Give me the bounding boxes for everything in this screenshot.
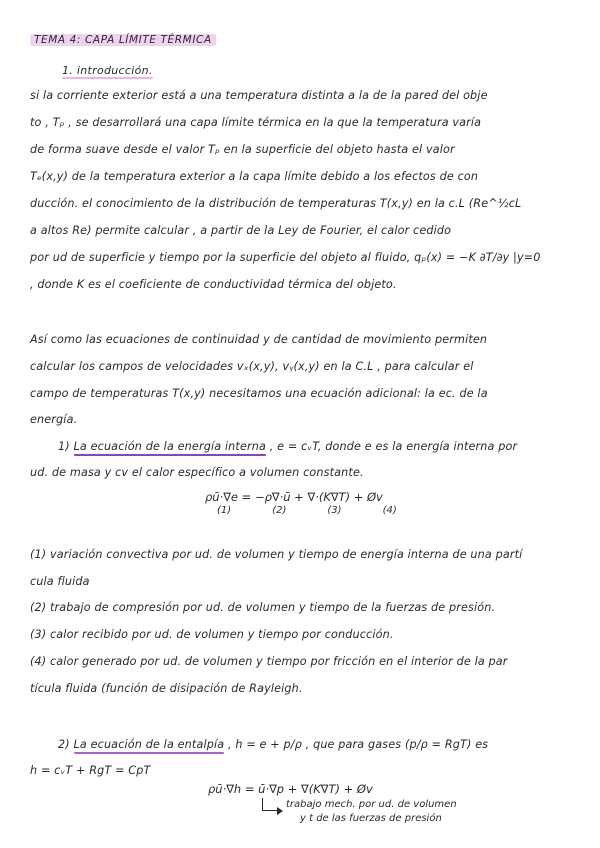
energy-section-line (58, 440, 578, 454)
intro-line-4: Tₑ(x,y) de la temperatura exterior a la capa límite debido a los efectos de con (30, 170, 479, 183)
intro-line-1: si la corriente exterior está a una temperatura distinta a la de la pared del obje (30, 89, 488, 102)
energy-equation-labels (217, 505, 397, 516)
eq-label-4: (4) (382, 505, 397, 516)
energy-section-rest: , e = cᵥT, donde e es la energía interna por (269, 440, 518, 453)
heading-underline (62, 77, 153, 79)
intro-line-7: por ud de superficie y tiempo por la superficie del objeto al fluido, qₚ(x) = −K ∂T/∂y |y=0 (30, 251, 541, 264)
para2-line-4: energía. (30, 413, 78, 426)
section-intro-heading (62, 64, 153, 77)
term-line-1: (1) variación convectiva por ud. de volumen y tiempo de energía interna de una partí (30, 548, 523, 561)
para2-line-2: calcular los campos de velocidades vₓ(x,y), vᵧ(x,y) en la C.L , para calcular el (30, 360, 474, 373)
para2-line-3: campo de temperaturas T(x,y) necesitamos una ecuación adicional: la ec. de la (30, 387, 488, 400)
term-line-6: tícula fluida (función de disipación de Rayleigh. (30, 682, 303, 695)
intro-line-6: a altos Re) permite calcular , a partir de la Ley de Fourier, el calor cedido (30, 224, 452, 237)
term-line-5: (4) calor generado por ud. de volumen y tiempo por fricción en el interior de la par (30, 655, 508, 668)
enthalpy-section-rest: , h = e + p/ρ , que para gases (p/ρ = RgT) es (227, 738, 489, 751)
enthalpy-section-line (58, 738, 578, 752)
eq-label-2: (2) (272, 505, 287, 516)
energy-section-line-2: ud. de masa y cv el calor específico a volumen constante. (30, 466, 364, 479)
eq-label-1: (1) (217, 505, 232, 516)
enthalpy-equation: ρū·∇h = ū·∇p + ∇(K∇T) + Øv (208, 782, 373, 796)
section-intro-label: 1. introducción. (62, 64, 153, 77)
enthalpy-note-2: y t de las fuerzas de presión (300, 813, 442, 824)
intro-line-8: , donde K es el coeficiente de conductividad térmica del objeto. (30, 278, 397, 291)
enthalpy-section-line-2: h = cᵥT + RgT = CpT (30, 764, 151, 777)
enthalpy-section-heading: La ecuación de la entalpía (73, 738, 225, 751)
term-line-4: (3) calor recibido por ud. de volumen y tiempo por conducción. (30, 628, 394, 641)
energy-equation: ρū·∇e = −ρ∇·ū + ∇·(K∇T) + Øv (205, 490, 383, 504)
term-line-2: cula fluida (30, 575, 90, 588)
term-line-3: (2) trabajo de compresión por ud. de volumen y tiempo de la fuerzas de presión. (30, 601, 496, 614)
energy-section-heading: La ecuación de la energía interna (73, 440, 266, 453)
intro-line-3: de forma suave desde el valor Tₚ en la superficie del objeto hasta el valor (30, 143, 455, 156)
eq-label-3: (3) (327, 505, 342, 516)
enthalpy-note-1: trabajo mech. por ud. de volumen (286, 799, 457, 810)
arrow-icon (262, 798, 277, 811)
enthalpy-section-number: 2) (58, 738, 70, 751)
para2-line-1: Así como las ecuaciones de continuidad y de cantidad de movimiento permiten (30, 333, 488, 346)
energy-section-number: 1) (58, 440, 70, 453)
intro-line-2: to , Tₚ , se desarrollará una capa límite térmica en la que la temperatura varía (30, 116, 482, 129)
intro-line-5: ducción. el conocimiento de la distribución de temperaturas T(x,y) en la c.L (Re^½cL (30, 197, 522, 210)
page-title: TEMA 4: CAPA LÍMITE TÉRMICA (30, 34, 216, 46)
